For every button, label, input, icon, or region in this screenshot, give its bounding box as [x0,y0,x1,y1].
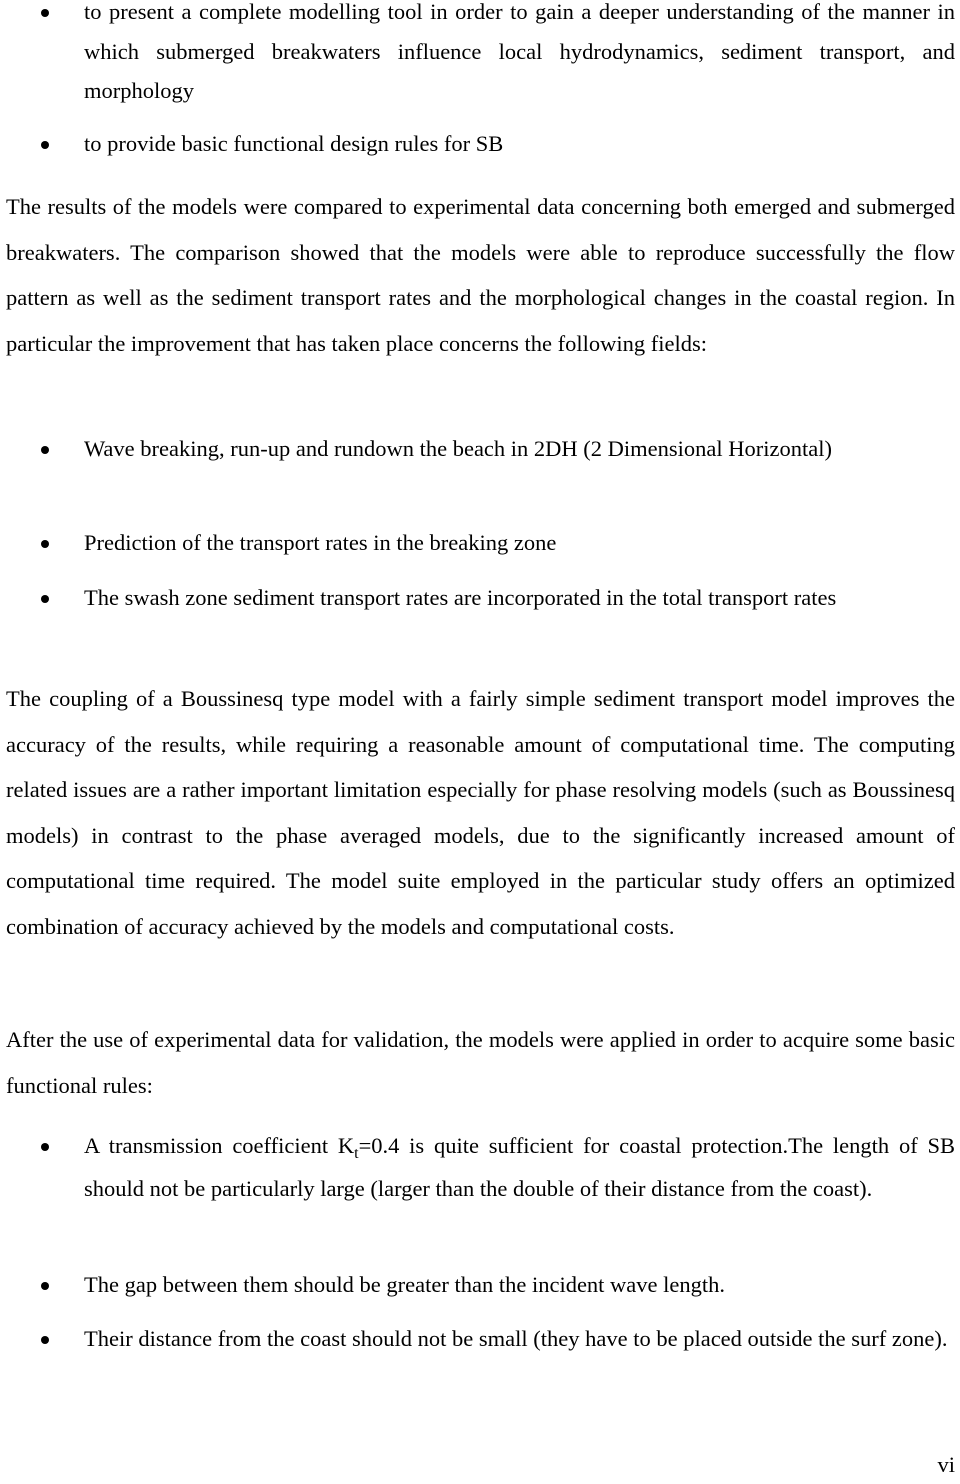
page-number: vi [937,1452,955,1477]
bullet-dot [41,141,49,149]
bullet-dot [41,595,49,603]
bullet-dot [41,540,49,548]
improvement-item-transport-rates: Prediction of the transport rates in the breaking zone [84,530,557,555]
bullet-dot [41,446,49,454]
bullet-dot [41,1282,49,1290]
rule-item-transmission-coefficient [84,1126,955,1208]
objective-item-modelling-tool: to present a complete modelling tool in order to gain a deeper understanding of the manner in which submerged breakwaters influence local hydrodynamics, sediment transport, and morphology [84,0,955,103]
coupling-paragraph: The coupling of a Boussinesq type model with a fairly simple sediment transport model improves the accuracy of the results, while requiring a reasonable amount of computational time. The computing related issues are a rather important limitation especially for phase resolving models (such as Boussinesq models) in contrast to the phase averaged models, due to the significantly increased amount of computational time required. The model suite employed in the particular study offers an optimized combination of accuracy achieved by the models and computational costs. [6,686,955,939]
rule-text-prefix: A transmission coefficient K [84,1133,355,1158]
rule-text-suffix: =0.4 is quite sufficient for coastal protection.The length of SB should not be particularly large (larger than the double of their distance from the coast). [84,1133,955,1201]
bullet-dot [41,9,49,17]
bullet-dot [41,1336,49,1344]
subscript-t: t [354,1145,359,1162]
improvement-item-swash-zone: The swash zone sediment transport rates are incorporated in the total transport rates [84,585,837,610]
validation-paragraph: After the use of experimental data for validation, the models were applied in order to acquire some basic functional rules: [6,1027,955,1098]
rule-item-distance: Their distance from the coast should not be small (they have to be placed outside the surf zone). [84,1326,948,1351]
bullet-dot [41,1143,49,1151]
results-paragraph: The results of the models were compared to experimental data concerning both emerged and submerged breakwaters. The comparison showed that the models were able to reproduce successfully the flow pattern as well as the sediment transport rates and the morphological changes in the coastal region. In particular the improvement that has taken place concerns the following fields: [6,194,955,356]
improvement-item-wave-breaking: Wave breaking, run-up and rundown the beach in 2DH (2 Dimensional Horizontal) [84,436,832,461]
rule-item-gap: The gap between them should be greater than the incident wave length. [84,1272,726,1297]
objective-item-design-rules: to provide basic functional design rules for SB [84,131,504,156]
